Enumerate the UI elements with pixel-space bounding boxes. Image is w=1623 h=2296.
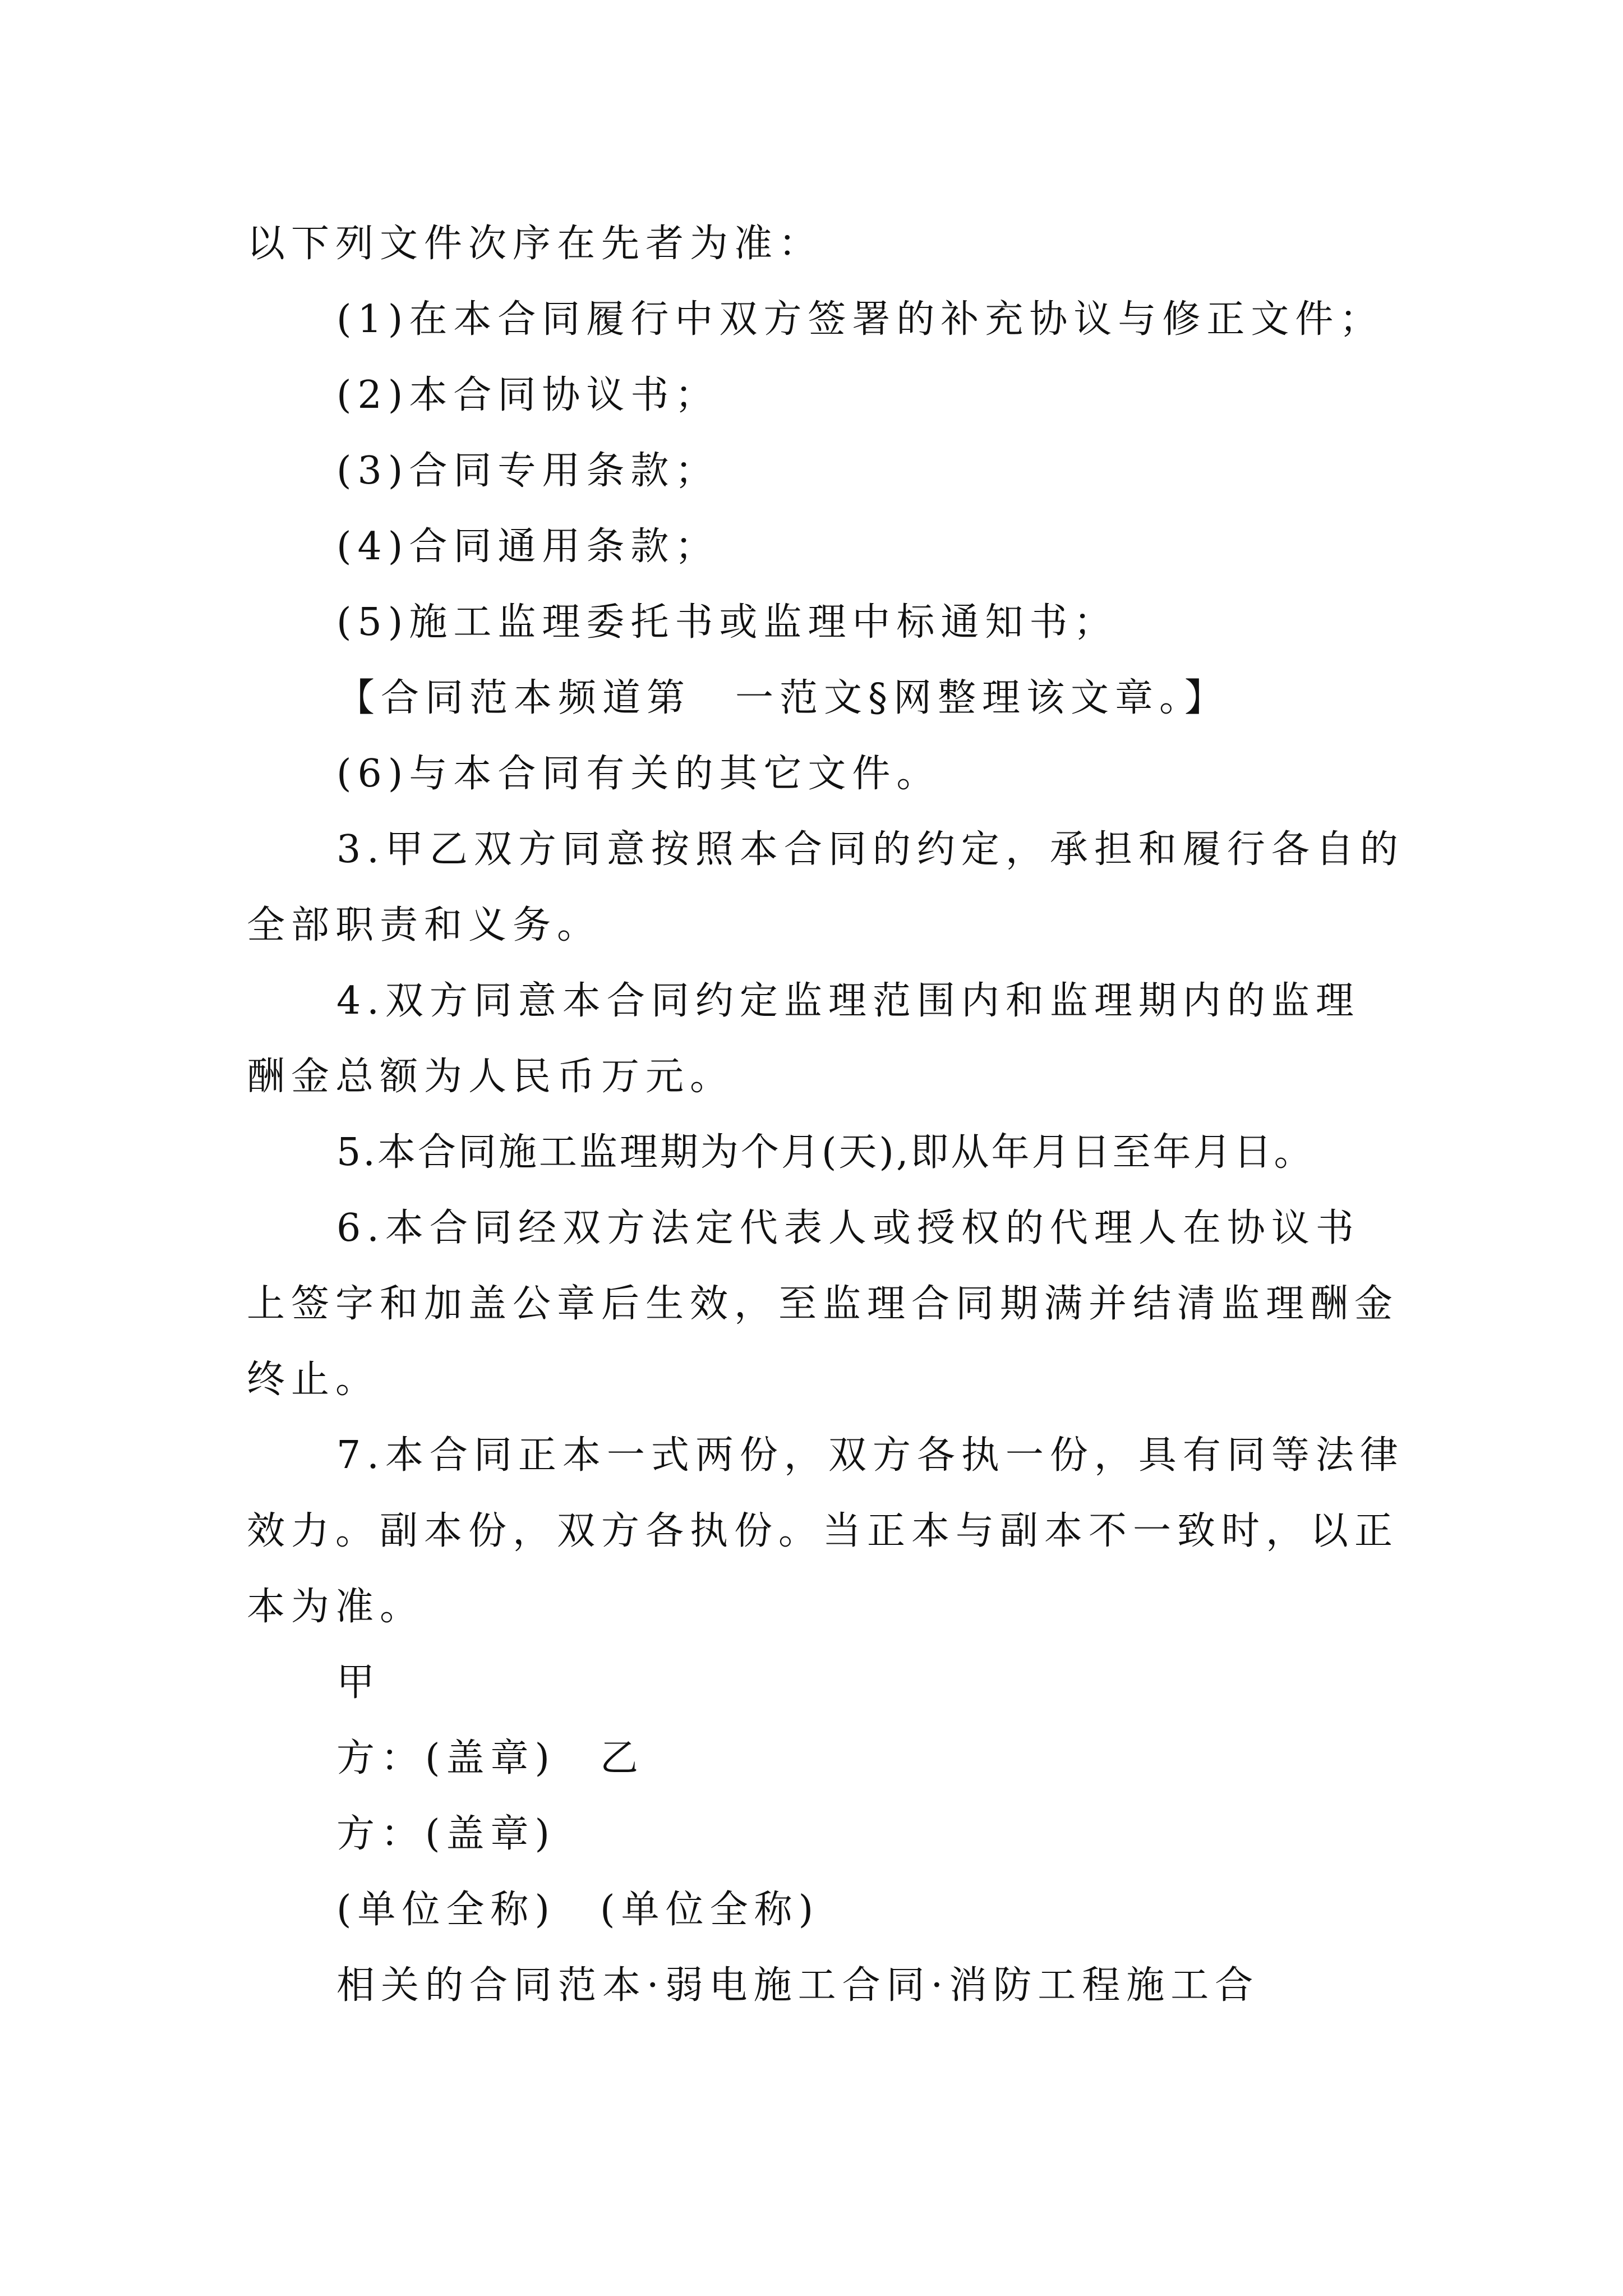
text-line: 7.本合同正本一式两份，双方各执一份，具有同等法律 xyxy=(336,1433,1404,1478)
text-line: 相关的合同范本·弱电施工合同·消防工程施工合 xyxy=(336,1963,1260,2008)
text-line: (5)施工监理委托书或监理中标通知书； xyxy=(336,600,1118,645)
text-line: 以下列文件次序在先者为准： xyxy=(247,222,823,266)
text-line: 效力。副本份，双方各执份。当正本与副本不一致时，以正 xyxy=(247,1509,1399,1553)
text-line: 方：(盖章) xyxy=(336,1812,556,1856)
text-line: (6)与本合同有关的其它文件。 xyxy=(336,752,941,796)
text-line: 【合同范本频道第 一范文§网整理该文章。】 xyxy=(336,676,1229,720)
text-line: (单位全称) (单位全称) xyxy=(336,1888,820,1932)
text-line: 6.本合同经双方法定代表人或授权的代理人在协议书 xyxy=(336,1206,1360,1250)
text-line: 终止。 xyxy=(247,1358,380,1402)
text-line: 上签字和加盖公章后生效，至监理合同期满并结清监理酬金 xyxy=(247,1282,1399,1326)
text-line: 3.甲乙双方同意按照本合同的约定，承担和履行各自的 xyxy=(336,827,1404,872)
text-line: 方：(盖章) 乙 xyxy=(336,1736,645,1780)
text-line: 全部职责和义务。 xyxy=(247,903,602,947)
text-line: (4)合同通用条款； xyxy=(336,524,720,569)
text-line: (2)本合同协议书； xyxy=(336,373,720,417)
text-line: (3)合同专用条款； xyxy=(336,449,720,493)
text-line: 4.双方同意本合同约定监理范围内和监理期内的监理 xyxy=(336,979,1360,1023)
text-line: (1)在本合同履行中双方签署的补充协议与修正文件； xyxy=(336,297,1384,342)
text-line: 甲 xyxy=(336,1660,381,1705)
text-line: 酬金总额为人民币万元。 xyxy=(247,1055,735,1099)
text-line: 本为准。 xyxy=(247,1585,425,1629)
text-line: 5.本合同施工监理期为个月(天),即从年月日至年月日。 xyxy=(336,1130,1315,1175)
